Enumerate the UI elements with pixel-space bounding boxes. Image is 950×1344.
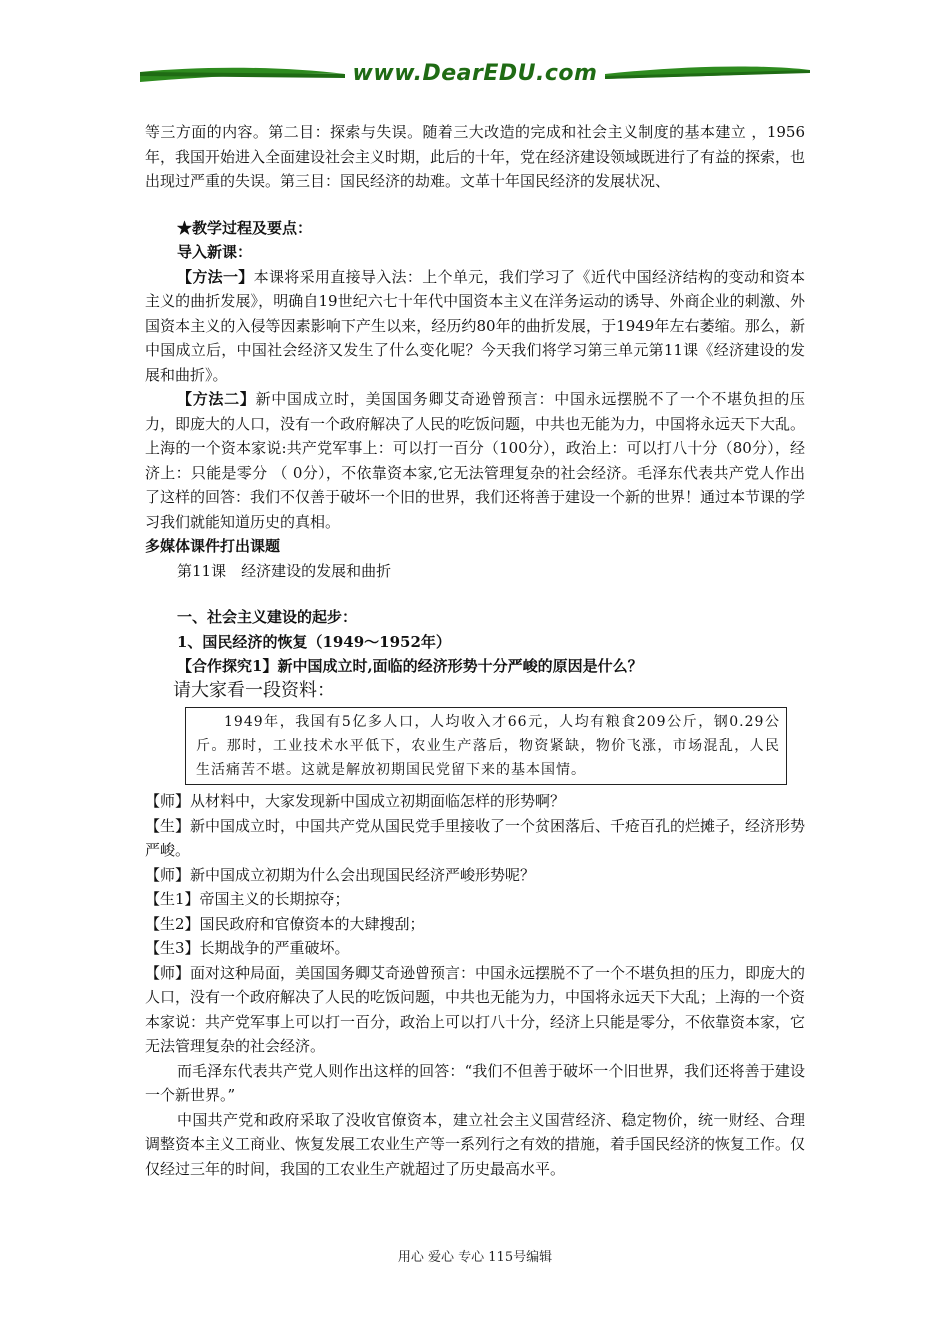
student-answer-2-1: 【生1】帝国主义的长期掠夺； bbox=[145, 890, 350, 908]
teacher-question-2: 【师】新中国成立初期为什么会出现国民经济严峻形势呢？ bbox=[145, 865, 536, 884]
method-one-paragraph bbox=[145, 265, 805, 388]
student-answer-1: 【生】新中国成立时，中国共产党从国民党手里接收了一个贫困落后、千疮百孔的烂摊子，经济形势严峻。 bbox=[145, 816, 806, 859]
method-one-label: 【方法一】 bbox=[177, 267, 254, 286]
page-footer: 用心 爱心 专心 115号编辑 bbox=[397, 1250, 553, 1265]
student-answer-2-2: 【生2】国民政府和官僚资本的大肆搜刮； bbox=[145, 914, 425, 933]
material-text: 1949年，我国有5亿多人口，人均收入才66元，人均有粮食209公斤，钢0.29公斤。那时，工业技术水平低下，农业生产落后，物资紧缺，物价飞涨，市场混乱，人民生活痛苦不堪。这就是解放初期国民党留下来的基本国情。 bbox=[196, 714, 780, 778]
mao-response: 而毛泽东代表共产党人则作出这样的回答：“我们不但善于破坏一个旧世界，我们还将善于建设一个新世界。” bbox=[145, 1061, 805, 1104]
material-box bbox=[185, 707, 787, 785]
teacher-statement-3: 【师】面对这种局面，美国国务卿艾奇逊曾预言：中国永远摆脱不了一个不堪负担的压力，即庞大的人口，没有一个政府解决了人民的吃饭问题，中共也无能为力，中国将永远天下大乱；上海的一个资本家说：共产党军事上可以打一百分，政治上可以打八十分，经济上只能是零分，不依靠资本家，它无法管理复杂的社会经济。 bbox=[145, 963, 806, 1055]
subsection-heading: 1、国民经济的恢复（1949～1952年） bbox=[177, 632, 451, 651]
method-one-text: 本课将采用直接导入法：上个单元，我们学习了《近代中国经济结构的变动和资本主义的曲折发展》，明确自19世纪六七十年代中国资本主义在洋务运动的诱导、外商企业的刺激、外国资本主义的入侵等因素影响下产生以来，经历约80年的曲折发展，于1949年左右萎缩。那么，新中国成立后，中国社会经济又发生了什么变化呢？今天我们将学习第三单元第11课《经济建设的发展和曲折》。 bbox=[145, 267, 805, 384]
teacher-question-1: 【师】从材料中，大家发现新中国成立初期面临怎样的形势啊？ bbox=[145, 792, 566, 810]
site-header bbox=[140, 58, 810, 98]
method-two-text: 新中国成立时，美国国务卿艾奇逊曾预言：中国永远摆脱不了一个不堪负担的压力，即庞大的人口，没有一个政府解决了人民的吃饭问题，中共也无能为力，中国将永远天下大乱。上海的一个资本家说:共产党军事上：可以打一百分（100分），政治上：可以打八十分（80分），经济上：只能是零分 （ 0分），不依靠资本家,它无法管理复杂的社会经济。毛泽东代表共产党人作出了这样的回答：我们不仅善于破坏一个旧的世界，我们还将善于建设一个新的世界！通过本节课的学习我们就能知道历史的真相。 bbox=[145, 390, 806, 531]
multimedia-note: 多媒体课件打出课题 bbox=[145, 537, 281, 555]
section-one-heading: 一、社会主义建设的起步： bbox=[177, 608, 358, 626]
cooperative-inquiry-question: 【合作探究1】新中国成立时,面临的经济形势十分严峻的原因是什么？ bbox=[177, 657, 643, 675]
lesson-title: 第11课 经济建设的发展和曲折 bbox=[177, 561, 392, 580]
document-body bbox=[145, 120, 805, 1181]
intro-heading: 导入新课： bbox=[177, 243, 253, 261]
measures-paragraph: 中国共产党和政府采取了没收官僚资本，建立社会主义国营经济、稳定物价，统一财经、合理调整资本主义工商业、恢复发展工农业生产等一系列行之有效的措施，着手国民经济的恢复工作。仅仅经过三年的时间，我国的工农业生产就超过了历史最高水平。 bbox=[145, 1110, 806, 1178]
method-two-label: 【方法二】 bbox=[177, 390, 256, 408]
intro-paragraph: 等三方面的内容。第二目：探索与失误。随着三大改造的完成和社会主义制度的基本建立 ，1956年，我国开始进入全面建设社会主义时期，此后的十年，党在经济建设领域既进行了有益的探索，也出现过严重的失误。第三目：国民经济的劫难。文革十年国民经济的发展状况、 bbox=[145, 123, 806, 190]
method-two-paragraph bbox=[145, 387, 805, 534]
student-answer-2-3: 【生3】长期战争的严重破坏。 bbox=[145, 939, 350, 957]
please-read-label: 请大家看一段资料： bbox=[173, 679, 335, 701]
site-logo[interactable]: www.DearEDU.com bbox=[352, 61, 598, 86]
teaching-heading: ★教学过程及要点： bbox=[177, 218, 313, 237]
